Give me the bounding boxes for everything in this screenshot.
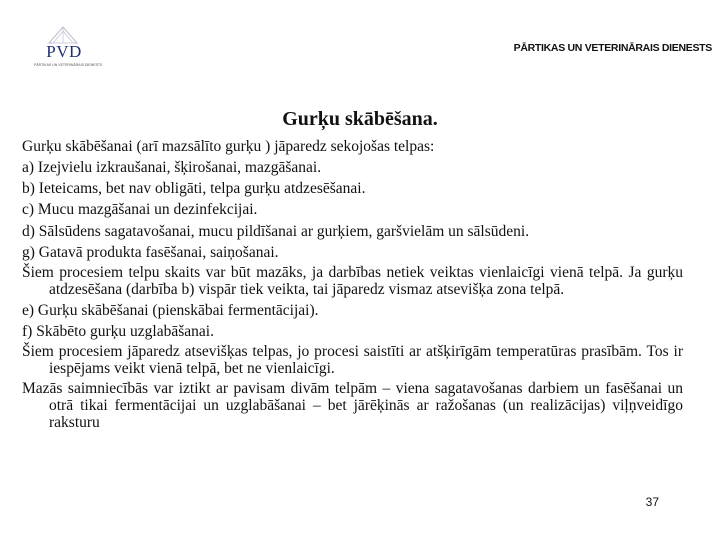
intro-line: Gurķu skābēšanai (arī mazsālīto gurķu ) jāparedz sekojošas telpas: (22, 138, 435, 155)
page-number: 37 (645, 495, 659, 509)
note-paragraph-1: Šiem procesiem telpu skaits var būt mazāks, ja darbības netiek veiktas vienlaicīgi vienā telpā. Ja gurķu atdzesēšana (darbība b) vispār tiek veikta, tai jāparedz vismaz atsevišķa zona telpā. (22, 263, 683, 298)
logo-subtitle: PĀRTIKAS UN VETERINĀRAIS DIENESTS (34, 63, 103, 67)
list-item-d: d) Sālsūdens sagatavošanai, mucu pildīšanai ar gurķiem, garšvielām un sālsūdeni. (22, 222, 530, 240)
list-item-g: g) Gatavā produkta fasēšanai, saiņošanai. (22, 243, 279, 261)
list-item-c: c) Mucu mazgāšanai un dezinfekcijai. (22, 201, 258, 219)
logo-text: PVD (46, 42, 82, 61)
list-item-a: a) Izejvielu izkraušanai, šķirošanai, mazgāšanai. (22, 159, 322, 177)
list-item-f: f) Skābēto gurķu uzglabāšanai. (22, 323, 214, 341)
note-paragraph-3: Mazās saimniecībās var iztikt ar pavisam divām telpām – viena sagatavošanas darbiem un fasēšanai un otrā tikai fermentācijai un uzglabāšanai – bet jārēķinās ar ražošanas (un realizācijas) viļņveidīgo raksturu (22, 380, 683, 432)
list-item-b: b) Ieteicams, bet nav obligāti, telpa gurķu atdzesēšanai. (22, 180, 366, 198)
organization-name: PĀRTIKAS UN VETERINĀRAIS DIENESTS (513, 42, 712, 54)
note-paragraph-2: Šiem procesiem jāparedz atsevišķas telpas, jo procesi saistīti ar atšķirīgām temperatūras prasībām. Tos ir iespējams veikt vienā telpā, bet ne vienlaicīgi. (22, 343, 683, 378)
slide-body (22, 137, 683, 434)
list-item-e: e) Gurķu skābēšanai (pienskābai fermentācijai). (22, 301, 319, 319)
slide-title: Gurķu skābēšana. (282, 108, 438, 130)
pvd-logo (30, 26, 103, 74)
